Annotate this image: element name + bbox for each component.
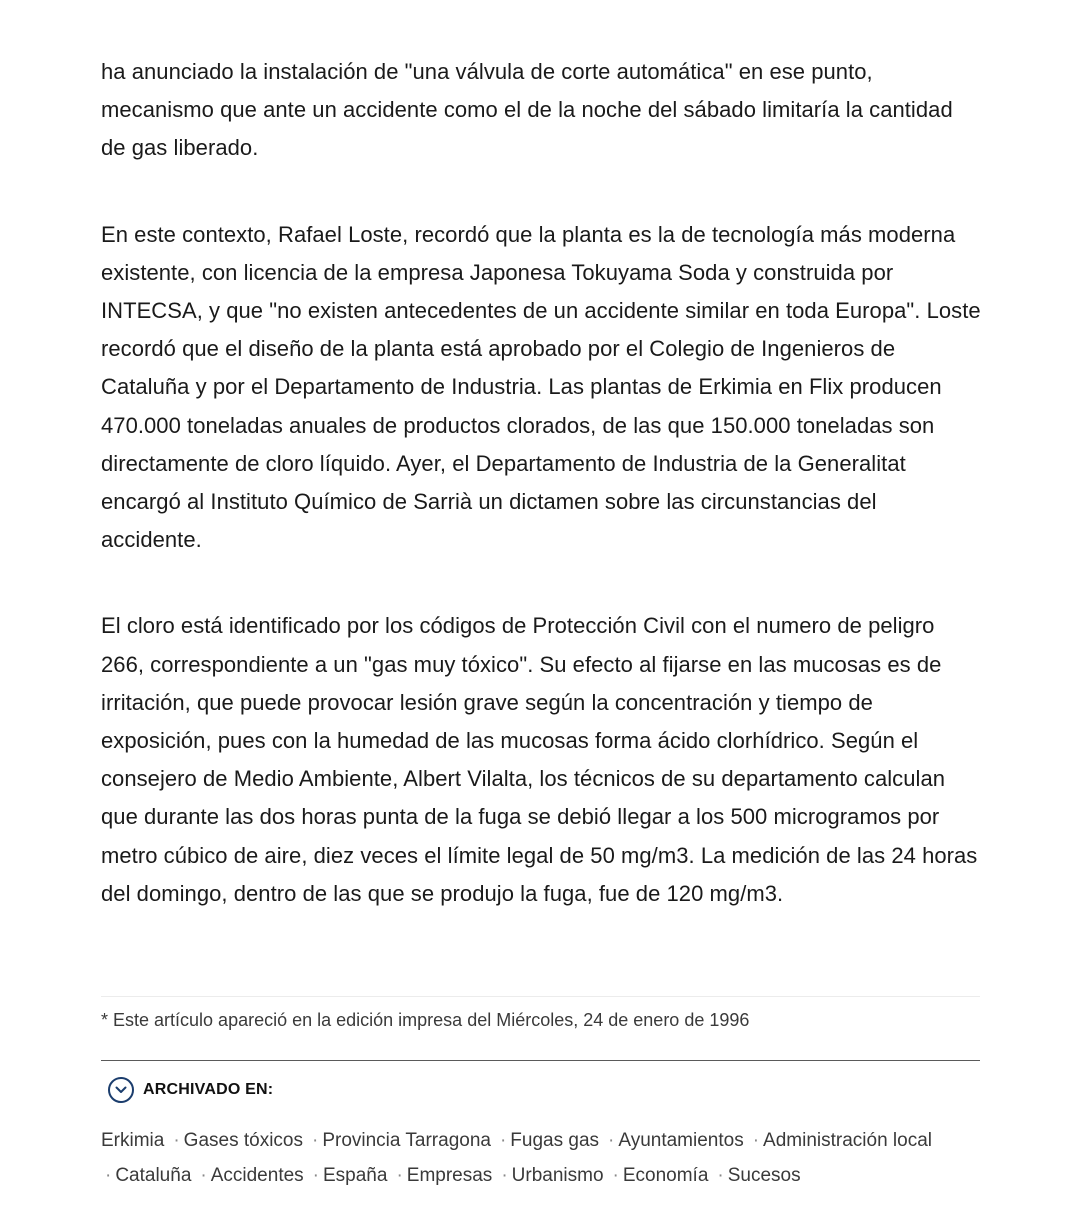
archive-divider bbox=[101, 1060, 980, 1061]
tag-link[interactable] bbox=[500, 1129, 599, 1153]
tag-label: Fugas gas bbox=[510, 1130, 600, 1151]
tag-separator: · bbox=[752, 1130, 760, 1151]
tag-link[interactable] bbox=[396, 1164, 492, 1188]
tag-separator: · bbox=[312, 1130, 319, 1151]
tag-link[interactable] bbox=[312, 1129, 491, 1153]
print-edition-note: * Este artículo apareció en la edición impresa del Miércoles, 24 de enero de 1996 bbox=[101, 1010, 750, 1030]
tag-link[interactable] bbox=[200, 1164, 303, 1188]
tag-separator: · bbox=[612, 1165, 619, 1186]
tag-link[interactable] bbox=[753, 1129, 932, 1153]
tag-label: Administración local bbox=[763, 1130, 932, 1151]
tag-label: Erkimia bbox=[101, 1130, 165, 1151]
tag-label: Gases tóxicos bbox=[183, 1130, 303, 1151]
note-divider bbox=[101, 996, 980, 997]
tag-link[interactable] bbox=[608, 1129, 744, 1153]
tag-separator: · bbox=[105, 1165, 112, 1186]
tag-separator: · bbox=[200, 1165, 207, 1186]
tag-separator: · bbox=[717, 1165, 724, 1186]
article-paragraph: ha anunciado la instalación de "una válvula de corte automática" en ese punto, mecanismo que ante un accidente como el de la noche del sábado limitaría la cantidad de gas liberado. bbox=[101, 59, 953, 161]
tag-link[interactable] bbox=[501, 1164, 603, 1188]
tag-label: España bbox=[323, 1165, 388, 1186]
tag-link[interactable] bbox=[101, 1164, 191, 1188]
tag-separator: · bbox=[396, 1165, 403, 1186]
tag-label: Ayuntamientos bbox=[618, 1130, 744, 1151]
tag-label: Accidentes bbox=[210, 1165, 304, 1186]
tag-label: Sucesos bbox=[727, 1165, 801, 1186]
chevron-down-circle-icon bbox=[108, 1077, 134, 1103]
tag-link[interactable] bbox=[173, 1129, 303, 1153]
article-body bbox=[101, 53, 981, 961]
tag-separator: · bbox=[173, 1130, 180, 1151]
tag-separator: · bbox=[608, 1130, 615, 1151]
tag-separator: · bbox=[312, 1165, 319, 1186]
tag-link[interactable] bbox=[717, 1164, 800, 1188]
tag-link[interactable] bbox=[313, 1164, 388, 1188]
article-paragraph: El cloro está identificado por los códigos de Protección Civil con el numero de peligro 266, correspondiente a un "gas muy tóxico". Su efecto al fijarse en las mucosas es de irritación, que puede provocar lesión grave según la concentración y tiempo de exposición, pues con la humedad de las mucosas forma ácido clorhídrico. Según el consejero de Medio Ambiente, Albert Vilalta, los técnicos de su departamento calculan que durante las dos horas punta de la fuga se debió llegar a los 500 microgramos por metro cúbico de aire, diez veces el límite legal de 50 mg/m3. La medición de las 24 horas del domingo, dentro de las que se produjo la fuga, fue de 120 mg/m3. bbox=[101, 613, 978, 906]
tag-label: Empresas bbox=[406, 1165, 493, 1186]
tag-label: Cataluña bbox=[115, 1165, 192, 1186]
tag-label: Economía bbox=[622, 1165, 709, 1186]
tag-link[interactable] bbox=[101, 1129, 164, 1153]
archive-label: ARCHIVADO EN: bbox=[143, 1081, 274, 1098]
tag-label: Urbanismo bbox=[511, 1165, 604, 1186]
tag-label: Provincia Tarragona bbox=[322, 1130, 491, 1151]
tag-list bbox=[101, 1129, 981, 1188]
tag-separator: · bbox=[501, 1165, 508, 1186]
article-paragraph: En este contexto, Rafael Loste, recordó que la planta es la de tecnología más moderna existente, con licencia de la empresa Japonesa Tokuyama Soda y construida por INTECSA, y que "no existen antecedentes de un accidente similar en toda Europa". Loste recordó que el diseño de la planta está aprobado por el Colegio de Ingenieros de Cataluña y por el Departamento de Industria. Las plantas de Erkimia en Flix producen 470.000 toneladas anuales de productos clorados, de las que 150.000 toneladas son directamente de cloro líquido. Ayer, el Departamento de Industria de la Generalitat encargó al Instituto Químico de Sarrià un dictamen sobre las circunstancias del accidente. bbox=[101, 221, 981, 553]
archive-toggle[interactable] bbox=[108, 1077, 273, 1103]
tag-separator: · bbox=[499, 1130, 507, 1151]
tag-link[interactable] bbox=[613, 1164, 709, 1188]
